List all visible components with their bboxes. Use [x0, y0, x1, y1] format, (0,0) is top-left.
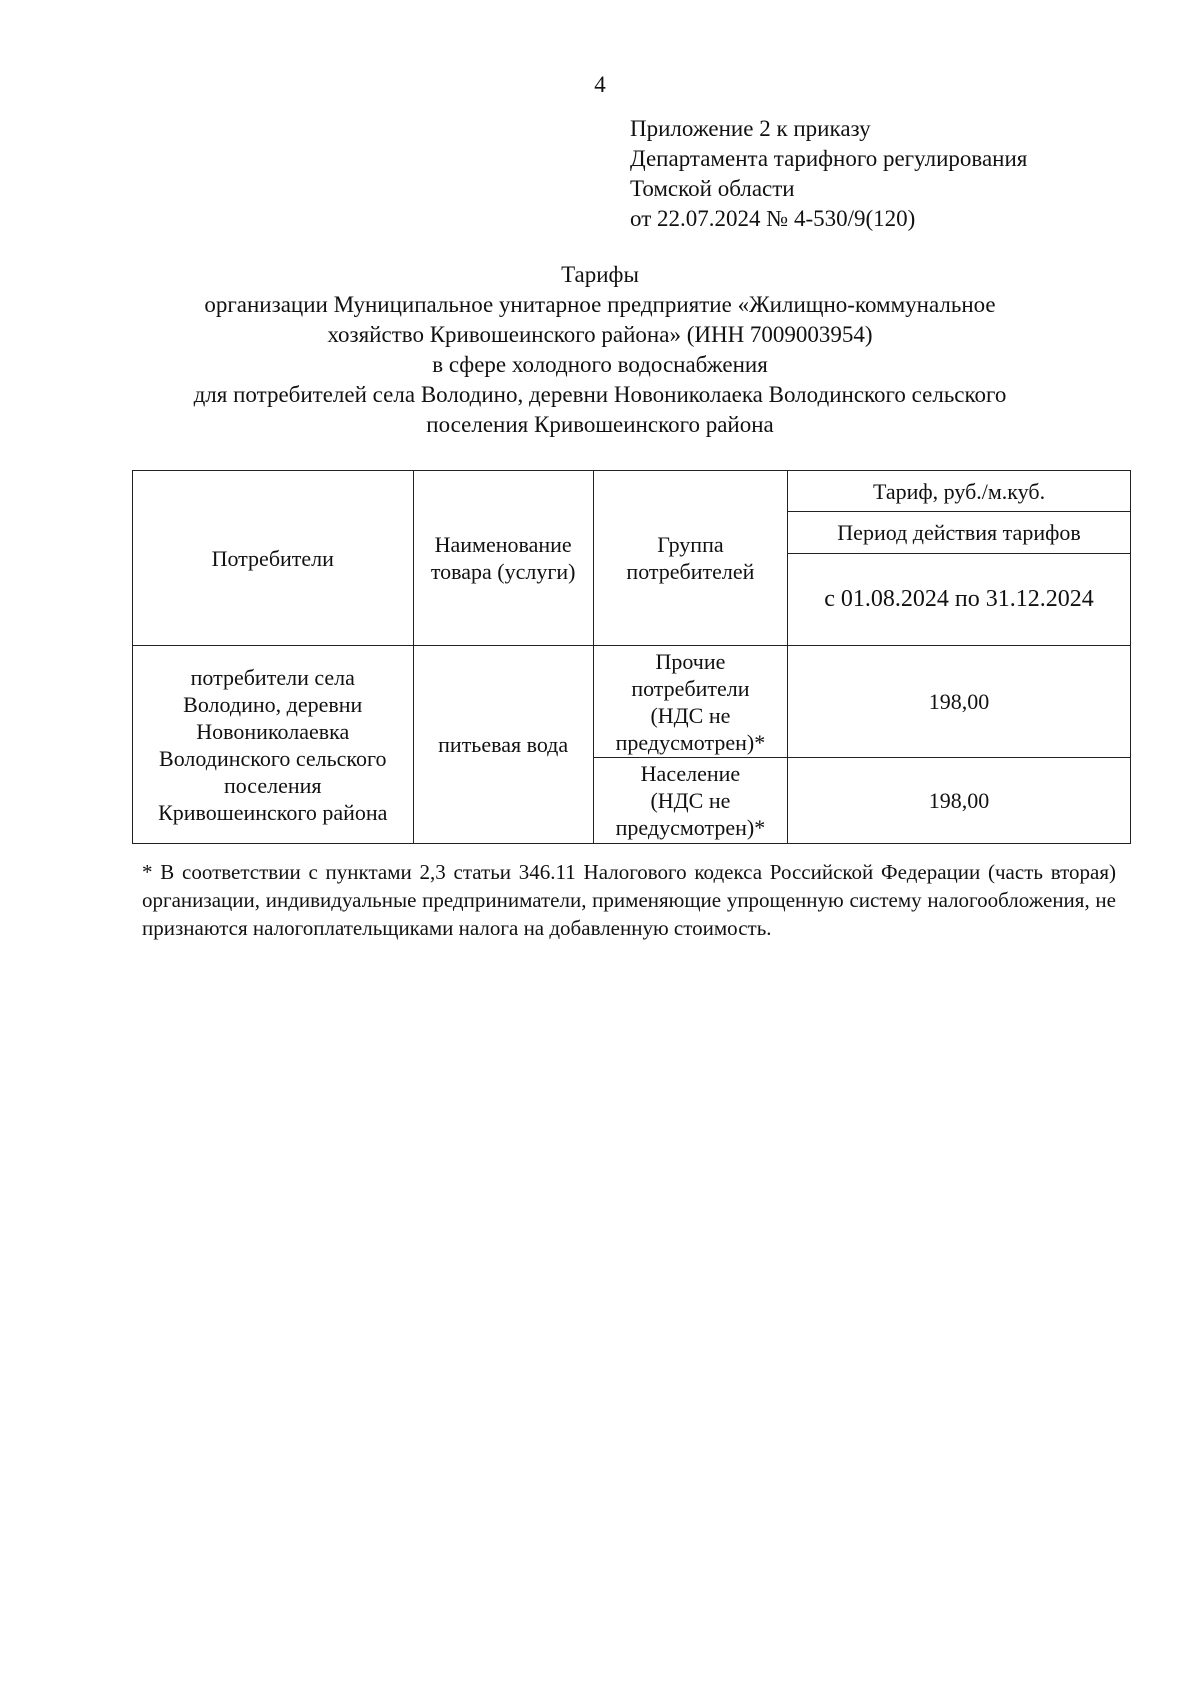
goods-cell: питьевая вода — [413, 646, 593, 844]
header-goods — [413, 471, 593, 646]
consumers-line: Кривошеинского района — [158, 799, 388, 825]
header-tariff: Тариф, руб./м.куб. — [788, 471, 1131, 512]
consumers-line: Володинского сельского — [159, 745, 387, 771]
consumers-line: поселения — [223, 772, 322, 798]
appendix-line: Томской области — [630, 176, 795, 201]
title-line: Тарифы — [561, 262, 639, 287]
title-line: хозяйство Кривошеинского района» (ИНН 7009003954) — [327, 322, 873, 347]
title-line: для потребителей села Володино, деревни Новониколаека Володинского сельского — [193, 382, 1007, 407]
appendix-line: Приложение 2 к приказу — [630, 116, 871, 141]
group-line: Прочие — [655, 648, 726, 674]
title-line: поселения Кривошеинского района — [426, 412, 774, 437]
title-line: в сфере холодного водоснабжения — [432, 352, 768, 377]
consumers-line: потребители села — [190, 664, 355, 690]
header-goods-line: Наименование — [434, 532, 572, 557]
group-cell-other — [593, 646, 787, 758]
tariff-table — [132, 470, 1131, 844]
group-line: предусмотрен)* — [615, 729, 766, 755]
group-cell-population — [593, 758, 787, 844]
consumers-line: Володино, деревни — [183, 691, 363, 717]
footnote: * В соответствии с пунктами 2,3 статьи 346.11 Налогового кодекса Российской Федерации (часть вторая) организации, индивидуальные предприниматели, применяющие упрощенную систему налогообложения, не признаются налогоплательщиками налога на добавленную стоимость. — [142, 860, 1116, 940]
group-line: (НДС не — [650, 702, 731, 728]
tariff-value-population: 198,00 — [788, 758, 1131, 844]
group-line: (НДС не — [650, 788, 731, 813]
document-title — [100, 260, 1100, 440]
header-consumers: Потребители — [133, 471, 414, 646]
header-group-line: Группа — [657, 532, 724, 557]
header-period: с 01.08.2024 по 31.12.2024 — [788, 554, 1131, 646]
appendix-line: Департамента тарифного регулирования — [630, 146, 1028, 171]
header-group — [593, 471, 787, 646]
group-line: потребители — [631, 675, 750, 701]
header-period-label: Период действия тарифов — [788, 512, 1131, 554]
page-number: 4 — [594, 72, 606, 97]
group-line: предусмотрен)* — [615, 815, 766, 840]
consumers-cell — [133, 646, 414, 844]
title-line: организации Муниципальное унитарное предприятие «Жилищно-коммунальное — [204, 292, 996, 317]
consumers-line: Новониколаевка — [196, 718, 350, 744]
header-goods-line: товара (услуги) — [430, 559, 576, 584]
appendix-block — [630, 114, 1027, 234]
tariff-value-other: 198,00 — [788, 646, 1131, 758]
appendix-line: от 22.07.2024 № 4-530/9(120) — [630, 206, 916, 231]
group-line: Население — [640, 761, 741, 786]
header-group-line: потребителей — [626, 559, 755, 584]
